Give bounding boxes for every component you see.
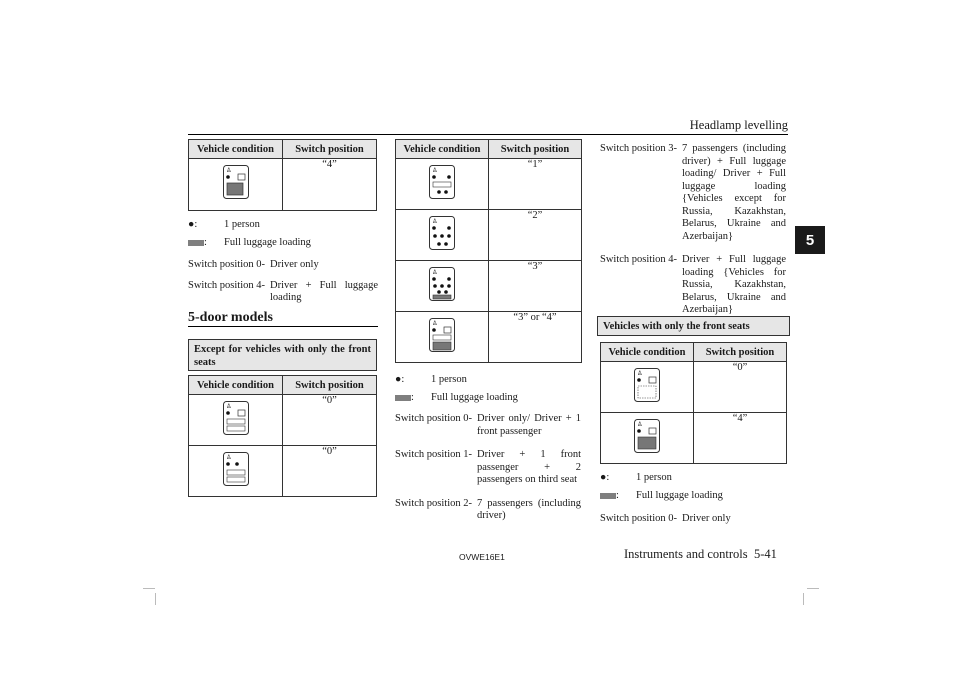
section-title: 5-door models — [188, 310, 273, 325]
svg-text:♙: ♙ — [637, 421, 643, 428]
switch-position-value: Driver only/ Driver + 1 front passenger — [477, 413, 581, 437]
svg-text:♙: ♙ — [432, 167, 438, 174]
left-legend — [188, 219, 378, 253]
footer-section-title: Instruments and controls — [624, 547, 748, 561]
svg-text:♙: ♙ — [432, 269, 438, 276]
legend-colon: : — [616, 490, 619, 501]
legend-person-row — [600, 472, 790, 488]
switch-position-item — [395, 449, 581, 487]
legend-dot: ●: — [600, 472, 610, 483]
seat-seven-front2-icon — [429, 165, 455, 199]
switch-position-cell: “0” — [283, 446, 377, 497]
legend-colon: : — [411, 392, 414, 403]
col-header-position: Switch position — [694, 343, 787, 362]
switch-position-item — [600, 143, 786, 243]
seat-two-front-luggage-icon — [223, 165, 249, 199]
switch-position-value: Driver + Full luggage loading {Vehicles for Russia, Kazakhstan, Belarus, Ukraine and Azerbaijan} — [682, 254, 786, 315]
legend-person-text: 1 person — [431, 374, 467, 385]
subsection-box: Except for vehicles with only the front seats — [188, 339, 377, 371]
vehicle-condition-cell — [396, 261, 489, 312]
section-rule — [188, 326, 378, 327]
switch-position-cell: “2” — [489, 210, 582, 261]
switch-position-cell: “0” — [283, 395, 377, 446]
page-number: 5-41 — [754, 547, 777, 561]
switch-position-cell: “0” — [694, 362, 787, 413]
right-legend — [600, 472, 790, 506]
legend-person-row — [188, 219, 378, 235]
left-condition-table — [188, 139, 377, 211]
switch-position-value: Driver + 1 front passenger + 2 passengers on third seat — [477, 449, 581, 485]
svg-text:♙: ♙ — [432, 320, 438, 327]
seat-seven-front2-third2-icon — [429, 216, 455, 250]
switch-position-item — [188, 280, 378, 305]
header-rule — [188, 134, 788, 135]
right-switch-positions — [600, 143, 786, 328]
switch-position-key: Switch position 3- — [600, 143, 678, 154]
legend-person-text: 1 person — [224, 219, 260, 230]
vehicle-condition-cell — [189, 395, 283, 446]
legend-person-row — [395, 374, 585, 390]
chapter-tab: 5 — [795, 226, 825, 254]
vehicle-condition-cell — [396, 312, 489, 363]
right-switch-positions-2 — [600, 513, 786, 537]
switch-position-value: Driver + Full luggage loading — [270, 279, 378, 303]
luggage-swatch-icon — [395, 395, 411, 401]
legend-luggage-row — [395, 392, 585, 408]
vehicle-condition-cell — [396, 159, 489, 210]
legend-person-text: 1 person — [636, 472, 672, 483]
col-header-position: Switch position — [489, 140, 582, 159]
switch-position-key: Switch position 4- — [188, 279, 266, 291]
right-condition-table — [600, 342, 787, 464]
col-header-condition: Vehicle condition — [189, 140, 283, 159]
switch-position-key: Switch position 0- — [395, 413, 473, 424]
switch-position-cell: “3” — [489, 261, 582, 312]
vehicle-condition-cell — [601, 413, 694, 464]
seat-seven-full-icon — [429, 267, 455, 301]
switch-position-value: Driver only — [682, 513, 731, 524]
col-header-condition: Vehicle condition — [396, 140, 489, 159]
seat-seven-driver-luggage-icon — [429, 318, 455, 352]
switch-position-item — [188, 259, 378, 272]
switch-position-value: 7 passengers (including driver) — [477, 497, 581, 521]
legend-luggage-text: Full luggage loading — [636, 490, 723, 501]
switch-position-key: Switch position 0- — [600, 513, 678, 524]
switch-position-cell: “3” or “4” — [489, 312, 582, 363]
col-header-condition: Vehicle condition — [189, 376, 283, 395]
legend-colon: : — [204, 237, 207, 248]
svg-text:♙: ♙ — [225, 167, 231, 174]
seat-front-only-driver-icon — [634, 368, 660, 402]
vehicle-condition-cell — [189, 446, 283, 497]
crop-mark — [155, 593, 156, 605]
left-switch-positions — [188, 259, 378, 316]
vehicle-condition-cell — [396, 210, 489, 261]
svg-text:♙: ♙ — [225, 403, 231, 410]
seat-seven-seats-icon — [223, 401, 249, 435]
vehicle-condition-cell — [189, 159, 283, 211]
legend-luggage-row — [600, 490, 790, 506]
legend-luggage-text: Full luggage loading — [431, 392, 518, 403]
svg-text:♙: ♙ — [225, 454, 231, 461]
document-code: OVWE16E1 — [459, 552, 505, 562]
col-header-position: Switch position — [283, 140, 377, 159]
subsection-box: Vehicles with only the front seats — [597, 316, 790, 336]
luggage-swatch-icon — [600, 493, 616, 499]
switch-position-key: Switch position 1- — [395, 449, 473, 460]
running-header: Headlamp levelling — [689, 118, 788, 132]
middle-legend — [395, 374, 585, 408]
middle-switch-positions — [395, 413, 581, 534]
switch-position-value: 7 passengers (including driver) + Full luggage loading/ Driver + Full luggage loading {Vehicles except for Russia, Kazakhstan, Belarus, Ukraine and Azerbaijan} — [682, 143, 786, 242]
seat-seven-two-front-icon — [223, 452, 249, 486]
switch-position-value: Driver only — [270, 259, 319, 270]
seat-front-only-luggage-icon — [634, 419, 660, 453]
legend-luggage-row — [188, 237, 378, 253]
luggage-swatch-icon — [188, 240, 204, 246]
switch-position-cell: “4” — [694, 413, 787, 464]
middle-condition-table — [395, 139, 582, 363]
svg-text:♙: ♙ — [432, 218, 438, 225]
vehicle-condition-cell — [601, 362, 694, 413]
crop-mark — [143, 588, 155, 589]
switch-position-item — [600, 513, 786, 526]
switch-position-key: Switch position 2- — [395, 497, 473, 509]
switch-position-item — [395, 413, 581, 438]
switch-position-key: Switch position 0- — [188, 259, 266, 270]
legend-dot: ●: — [395, 374, 405, 385]
crop-mark — [803, 593, 804, 605]
switch-position-cell: “1” — [489, 159, 582, 210]
crop-mark — [807, 588, 819, 589]
col-header-condition: Vehicle condition — [601, 343, 694, 362]
col-header-position: Switch position — [283, 376, 377, 395]
switch-position-item — [395, 498, 581, 523]
legend-dot: ●: — [188, 219, 198, 230]
legend-luggage-text: Full luggage loading — [224, 237, 311, 248]
switch-position-key: Switch position 4- — [600, 254, 678, 265]
switch-position-item — [600, 254, 786, 317]
svg-text:♙: ♙ — [637, 370, 643, 377]
left-condition-table-2 — [188, 375, 377, 497]
switch-position-cell: “4” — [283, 159, 377, 211]
